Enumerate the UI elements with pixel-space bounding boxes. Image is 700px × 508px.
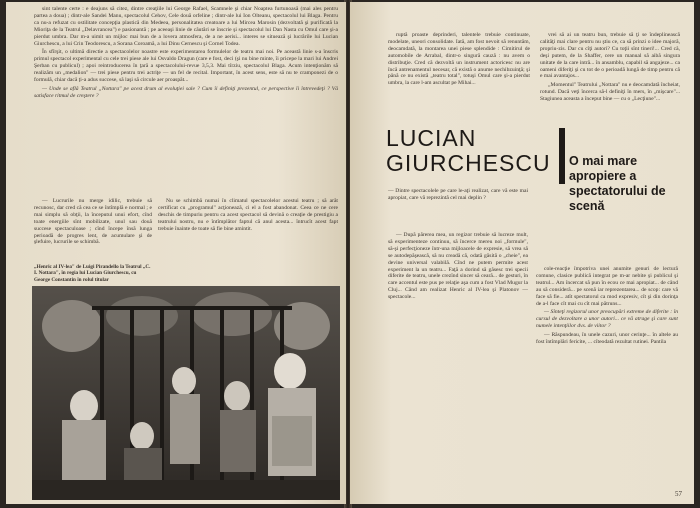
article-title-name: LUCIAN GIURCHESCU xyxy=(386,125,551,176)
left-body-text xyxy=(34,6,338,102)
right-column-2 xyxy=(540,32,680,105)
right-column-1-text: ruptă proaste deprinderi, talentele trebuie continuate, modelate, uneori consolidate. Iată, am fost nevoit să renuntăm, deocamdată, la montarea unei piese splendide : Cimitirul de automobile de Arrabal, dintr-o singură cauză : nu avem o distribuţie. Cred că dezvoltă un instrument actoricesc nu are încă antrenamentul necesar, că există o anume nechibzuinţă; şi până ce nu există „teatru total", totuşi Omul care şi-a pierdut umbra, la care l-am ascultat pe Mihai... xyxy=(388,32,530,87)
stage-photo xyxy=(32,286,340,500)
right-column-4 xyxy=(536,266,678,348)
left-column-b-text: Nu se schimbă numai în climatul spectacolelor acestui teatru ; să arăt certificat cu „programul" acţionează, ci el a fost abandonat. Ceea ce ne cere deschis de timpuriu pentru ca acest spectacol să devină o creaţie de prestigiu a teatrului nostru, nu e întîmplător faptul că anul acesta... întrucît acest fapt trebuie înainte de toate să fie bine amintit. xyxy=(158,198,338,232)
left-paragraph-2: În sfîrşit, o ultimă directie a spectacolelor noastre este experimentarea formulelor de teatru mai noi. Pe această linie s-a înscris primul spectacol experimental cu cele trei piese ale lui Osvaldo Dragun (care e fost, deci (şi nu bine minte, îi pricepe la mari lui Andrei Şerban cu publicul) ; apoi reintroducerea în ţară a spectacolului-revue 3,5,3. Mai tîrziu, spectacolul Blaga. Acum intenţionăm să realizăm un „medalion" — trei piese pentru trei actriţe — un fel de recital. Important, în acest sens, este să nu te cramponezi de o formulă, chiar dacă ţi-a adus succese, să laşi să circule aer proaspăt... xyxy=(34,49,338,84)
right-column-4-question: — Sînteţi regizorul unor preocupări extreme de diferite : în cursul de dezvoltare a unor autori... ce vă atrage şi care sunt numele intenţiilor dvs. de viitor ? xyxy=(536,309,678,330)
left-column-b xyxy=(158,198,338,235)
photo-caption: „Henric al IV-lea" de Luigi Pirandello la Teatrul „C. I. Nottara", în regia lui Lucian Giurchescu, cu George Constantin în rolul titular xyxy=(34,264,151,283)
interview-intro-question: — Dintre spectacolele pe care le-aţi realizat, care vă este mai apropiat, care vă reprezintă cel mai deplin ? xyxy=(388,188,528,201)
right-column-2-text-2: „Momentul" Teatrului „Nottara" nu e deocamdată încheiat, rotund. Dacă veţi încerca să-l definiţi în mers, în „mişcare"... Stagiunea aceasta a început bine — cu o „Lecţiune"... xyxy=(540,82,680,103)
left-page xyxy=(6,2,346,504)
right-column-3 xyxy=(388,232,528,303)
article-subtitle: O mai mare apropiere a spectatorului de scenă xyxy=(569,154,666,213)
left-column-a xyxy=(34,198,152,248)
interview-question: — Unde se află Teatrul „Nottara" pe acest drum al evoluţiei sale ? Cum îi definiţi prezentul, ce perspective îi întrevedeţi ? Vă satisface ritmul de creştere ? xyxy=(34,85,338,99)
right-page xyxy=(350,2,694,504)
right-column-4-text: cole-reacţie împotriva unei anumite genuri de lectură comune, clasice publică integrat pe m-ar nebite şi publicul şi teatrul... Am încercat să pun în ecou ce mai apropiat... de când au să consideră... pe scenă iar reprezentarea... de scop: care vă face să fie... atît spectatorul ca mod expresiv, cît şi din dorinţa de a-l face cît mai cu cît mai pătruns... xyxy=(536,266,678,307)
right-column-1 xyxy=(388,32,530,89)
left-column-a-text: — Lucrurile nu merge idilic, trebuie să recunosc, dar cred că cea ce se întîmplă e normal ; e mai simplu să obţii, la începutul unui efort, cînd toate energiile sînt mobilizate, unul sau două succese spectaculoase ; cînd începe însă lunga perioadă de progres lent, de acumulare şi de şlefuire, lucrurile se schimbă. xyxy=(34,198,152,246)
right-column-2-text: vrei să ai un teatru bun, trebuie să ţi se îndeplinească calităţi mai clare pentru nu ştiu ce, ca să prinzi o idee majoră, propriu-zis. Dar cu cîţi autori? Cu toţii sînt tineri!... Cred că, deşi putem, de la Shaffer, cere un manual să aibă singura unitate de la care intră... în ansamblu, capabil să angajeze... ca oameni diferiţi şi cu tot de o perioadă lungă de timp pentru că e mai avantajos... xyxy=(540,32,680,80)
title-divider-bar xyxy=(559,128,565,184)
stage-photo-illustration xyxy=(32,286,340,500)
left-paragraph-1: sint talente certe : e deajuns să citez, dintre creaţiile lui George Rafael, Scamnele şi chiar Noaptea furtunoasă (mai ales pentru partea a doua) ; dintr-ale Sandei Manu, spectacolul Cehov, Cele două orfeline ; dintr-ale lui Ion Olteanu, spectacolul lui Blaga. Pentru ca nu-a refuzat cu ostilitate concepţia plastică din Medeea, personalitatea creatoare a lui Mircea Marosin (dezvoltată şi purificată la Mioriţa de la Teatrul „Delavrancea") e pasionantă ; pe aceeaşi linie de căutări se înscrie şi spectacolul lui Dan Nasta cu Omul care şi-a pierdut umbra. Dar m-a uimit un mijloc mai bun de a lovera atmosfera, de a ne aerisi... interes se situează şi lucrările lui Lucian Giurchescu, a lui Crin Teodorescu, a Sorana Coroamă, a lui Dinu Cernescu şi Cornel Todea. xyxy=(34,6,338,47)
page-number: 57 xyxy=(675,490,682,498)
right-column-3-text: — După părerea mea, un regizor trebuie să lucreze mult, să experimenteze continuu, să încerce mereu noi „formule", să-şi perfecţioneze într-una mijloacele de expresie, să vrea să se autodepăşească, să nu creadă că, odată găsită o „cheie", ea devine universal valabilă. Cînd ne putem permite acest experiment la un teatru... Faţă a dorind să găsesc trei specii diferite de teatru, unele crezînd sincer să ceară... de gesturi, în care accentul este pus pe relaţie aşa cum a fost Vlad Mugur la Cluj... Când am realizat Henric al IV-lea şi Platonov — spectacole... xyxy=(388,232,528,301)
right-column-4-answer: — Răspundeau, în unele cazuri, unor cerinţe... în altele au fost întîmplări fericite, ... cîteodată rezultat rutinei. Pantila xyxy=(536,332,678,346)
